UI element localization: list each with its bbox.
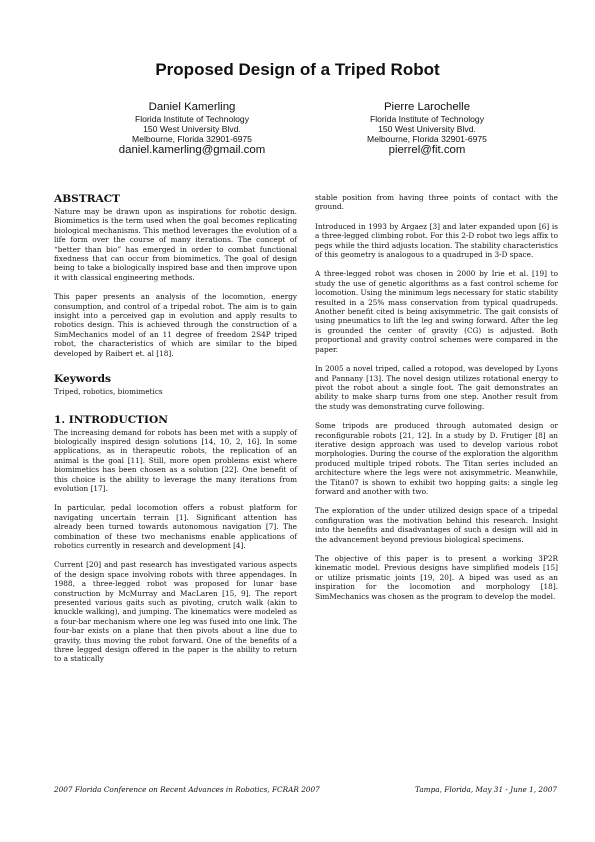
- paper-title: Proposed Design of a Triped Robot: [155, 60, 440, 79]
- body-paragraph: Introduced in 1993 by Argaez [3] and later expanded upon [6] is a three-legged climbing robot. For this 2-D robot two legs affix to pegs while the third adjusts location. The stability characteristics of this geometry is analogous to a quadruped in 3-D space.: [315, 221, 558, 260]
- keywords-text: Triped, robotics, biomimetics: [54, 387, 163, 397]
- author-block-1: [67, 100, 317, 157]
- author-email: daniel.kamerling@gmail.com: [118, 144, 266, 156]
- keywords-heading: Keywords: [54, 373, 112, 386]
- author-address-line: Melbourne, Florida 32901-6975: [132, 134, 252, 144]
- abstract-paragraph: This paper presents an analysis of the locomotion, energy consumption, and control of a tripedal robot. The aim is to gain insight into a perceived gap in evolution and apply results to robotics design. This is achieved through the construction of a SimMechanics model of an 11 degree of freedom 2S4P triped robot, the characteristics of which are similar to the biped developed by Raibert et. al [18].: [54, 292, 297, 358]
- body-paragraph: Some tripods are produced through automated design or reconfigurable robots [21, 12]. In a study by D. Frutiger [8] an iterative design approach was used to develop various robot morphologies. During the course of the exploration the algorithm produced multiple triped robots. The Titan series included an architecture where the legs were not axisymmetric. Meanwhile, the Titan07 is shown to exhibit two hopping gaits: a single leg forward and another with two.: [315, 421, 558, 496]
- body-paragraph: The increasing demand for robots has been met with a supply of biologically inspired design solutions [14, 10, 2, 16]. In some applications, as in therapeutic robots, the replication of an animal is the goal [11]. Still, more open problems exist where biomimetics has been chosen as a solution [22]. One benefit of this choice is the ability to leverage the many iterations from evolution [17].: [54, 427, 297, 493]
- author-name: Pierre Larochelle: [383, 101, 471, 113]
- body-paragraph: The objective of this paper is to present a working 3P2R kinematic model. Previous designs have simplified models [15] or utilize prismatic joints [19, 20]. A biped was used as an inspiration for the locomotion and morphology [18]. SimMechanics was chosen as the program to develop the model.: [315, 554, 558, 601]
- body-paragraph: Current [20] and past research has investigated various aspects of the design space involving robots with three appendages. In 1988, a three-legged robot was proposed for lunar base construction by McMurray and MacLaren [15, 9]. The report presented various gaits such as pivoting, crutch walk (akin to knuckle walking), and jumping. The kinematics were modeled as a four-bar mechanism where one leg was fused into one link. The four-bar exists on a plane that then pivots about a line due to gravity, thus moving the robot forward. One of the benefits of a three legged design offered in the paper is the ability to return to a statically: [54, 560, 297, 664]
- author-address-line: 150 West University Blvd.: [143, 124, 241, 134]
- author-name: Daniel Kamerling: [148, 101, 236, 113]
- author-address-line: Melbourne, Florida 32901-6975: [367, 134, 487, 144]
- section-heading: 1. INTRODUCTION: [54, 413, 168, 426]
- left-column: [54, 193, 297, 674]
- abstract-paragraph: Nature may be drawn upon as inspirations for robotic design. Biomimetics is the term used when the goal becomes replicating biological mechanisms. This method leverages the evolution of a life form over the course of many iterations. The concept of “better than bio” has emerged in order to combat functional fixedness that can occur from biomimetics. The goal of design being to take a biologically inspired base and then improve upon it with classical engineering methods.: [54, 207, 297, 282]
- footer-location-date: Tampa, Florida, May 31 - June 1, 2007: [415, 785, 557, 794]
- author-email: pierrel@fit.com: [388, 144, 466, 156]
- body-paragraph: In particular, pedal locomotion offers a robust platform for navigating uncertain terrain [1]. Significant attention has already been turned towards autonomous navigation [7]. The combination of these two mechanisms enable applications of robotics currently in research and development [4].: [54, 503, 297, 550]
- author-block-2: [302, 100, 552, 157]
- body-paragraph: stable position from having three points of contact with the ground.: [315, 193, 558, 212]
- abstract-heading: ABSTRACT: [54, 193, 121, 205]
- body-paragraph: A three-legged robot was chosen in 2000 by Irie et al. [19] to study the use of genetic algorithms as a fast control scheme for locomotion. Using the minimum legs necessary for static stability resulted in a 25% mass conservation from typical quadrupeds. Another benefit cited is being axisymmetric. The gait consists of using pneumatics to lift the leg and swing forward. After the leg is grounded the center of gravity (CG) is adjusted. Both proportional and gravity control schemes were compared in the paper.: [315, 269, 558, 354]
- author-affiliation: Florida Institute of Technology: [134, 114, 249, 124]
- footer-conference: 2007 Florida Conference on Recent Advances in Robotics, FCRAR 2007: [54, 785, 320, 794]
- author-affiliation: Florida Institute of Technology: [369, 114, 484, 124]
- body-paragraph: The exploration of the under utilized design space of a tripedal configuration was the motivation behind this research. Insight into the benefits and disadvantages of such a design will aid in the advancement beyond previous biological specimens.: [315, 506, 558, 544]
- right-column: [315, 193, 558, 611]
- author-address-line: 150 West University Blvd.: [378, 124, 476, 134]
- body-paragraph: In 2005 a novel triped, called a rotopod, was developed by Lyons and Pannany [13]. The novel design utilizes rotational energy to pivot the robot about a single foot. The gait demonstrates an ability to make sharp turns from one step. Another result from the study was demonstrating curve following.: [315, 364, 558, 411]
